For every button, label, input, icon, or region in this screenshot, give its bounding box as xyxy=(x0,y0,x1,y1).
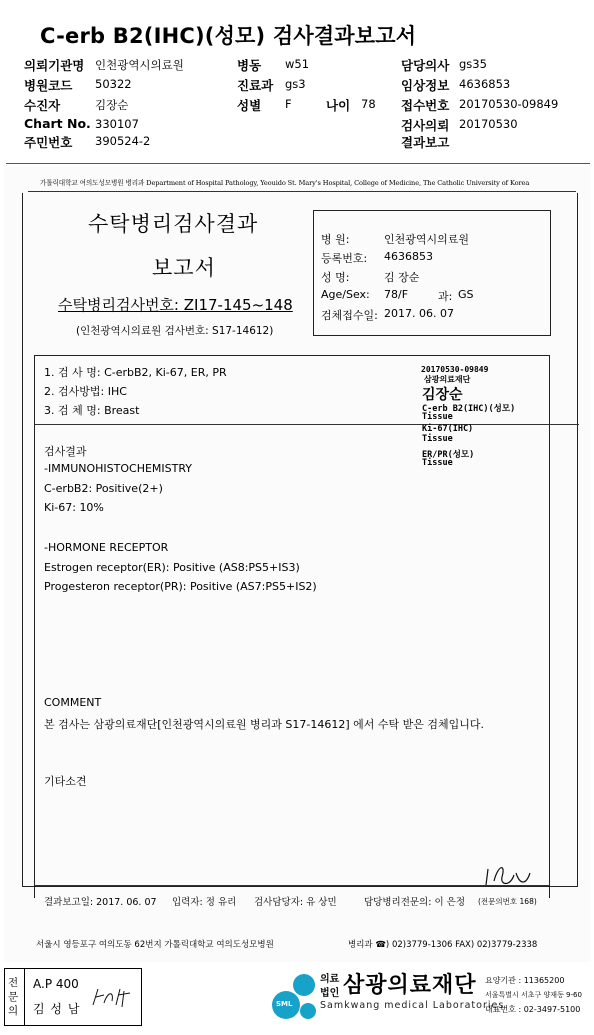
result-cerb: C-erbB2: Positive(2+) xyxy=(44,482,163,495)
sticker-line-2: Tissue xyxy=(422,412,453,422)
info-dept-label: 과: xyxy=(438,290,453,303)
report-date: 결과보고일: 2017. 06. 07 xyxy=(44,897,157,908)
scan-frame-right xyxy=(577,193,578,887)
info-regno-value: 4636853 xyxy=(384,250,433,263)
stamp-doctor: 김 성 남 xyxy=(33,1002,81,1016)
license-number: (전문의번호 168) xyxy=(478,897,537,906)
info-received-value: 2017. 06. 07 xyxy=(384,307,454,320)
exam-number: (인천광역시의료원 검사번호: S17-14612) xyxy=(76,325,274,337)
value-patient: 김장순 xyxy=(95,98,129,112)
logo-badge: SML xyxy=(276,1000,293,1008)
info-received-label: 검체접수일: xyxy=(321,309,378,322)
value-institution: 인천광역시의료원 xyxy=(95,58,184,72)
stamp-ap: A.P 400 xyxy=(33,977,79,991)
label-sex: 성별 xyxy=(237,98,262,113)
label-resident-no: 주민번호 xyxy=(24,135,73,150)
label-clinical-info: 임상정보 xyxy=(401,78,450,93)
comment-text: 본 검사는 삼광의료재단[인천광역시의료원 병리과 S17-14612] 에서 수탁 받은 검체입니다. xyxy=(44,718,485,731)
hospital-address: 서울시 영등포구 여의도동 62번지 가톨릭대학교 여의도성모병원 xyxy=(36,940,274,950)
sticker-line-4: Tissue xyxy=(422,434,453,444)
label-ward: 병동 xyxy=(237,58,262,73)
value-request: 20170530 xyxy=(459,117,518,131)
exam-divider xyxy=(35,424,579,425)
sticker-id: 20170530-09849 xyxy=(421,365,492,374)
sticker-name: 김장순 xyxy=(422,387,463,403)
exam-item-1: 1. 검 사 명: C-erbB2, Ki-67, ER, PR xyxy=(44,366,227,379)
value-clinical-info: 4636853 xyxy=(459,77,511,91)
value-doctor: gs35 xyxy=(459,57,487,71)
value-ward: w51 xyxy=(285,57,310,71)
signoff-rule xyxy=(35,885,549,886)
label-result-report: 결과보고 xyxy=(401,135,450,150)
label-doctor: 담당의사 xyxy=(401,58,450,73)
scan-top-rule xyxy=(28,191,576,192)
label-receipt-no: 접수번호 xyxy=(401,98,450,113)
label-patient: 수진자 xyxy=(24,98,61,113)
label-chart-no: Chart No. xyxy=(24,116,91,131)
pathology-phone: 병리과 ☎) 02)3779-1306 FAX) 02)3779-2338 xyxy=(348,940,538,950)
report-title-line2: 보고서 xyxy=(152,256,216,280)
sticker-line-1: C-erb B2(IHC)(성모) xyxy=(422,404,516,414)
sticker-line-3: Ki-67(IHC) xyxy=(422,424,474,434)
org-name-en: Samkwang medical Laboratories xyxy=(320,1000,505,1011)
footer-reg-no: 요양기관 : 11365200 xyxy=(485,976,565,985)
value-resident-no: 390524-2 xyxy=(95,134,151,148)
stamp-label: 전문의 xyxy=(8,977,19,1017)
report-title-line1: 수탁병리검사결과 xyxy=(88,212,259,236)
value-hospital-code: 50322 xyxy=(95,77,132,91)
result-box xyxy=(34,355,550,898)
result-pr: Progesteron receptor(PR): Positive (AS7:PS5+IS2) xyxy=(44,580,317,593)
label-hospital-code: 병원코드 xyxy=(24,78,73,93)
sticker-line-5: ER/PR(성모) xyxy=(422,450,475,460)
info-age-value: 78/F xyxy=(384,288,409,301)
info-name-value: 김 장순 xyxy=(384,271,420,284)
org-name: 삼광의료재단 xyxy=(343,973,477,998)
footer-address: 서울특별시 서초구 양재동 9-60 xyxy=(485,991,582,999)
entered-by: 입력자: 정 유리 xyxy=(172,897,237,908)
result-er: Estrogen receptor(ER): Positive (AS8:PS5+IS3) xyxy=(44,561,300,574)
info-dept-value: GS xyxy=(458,288,474,301)
pathologist: 담당병리전문의: 이 은정 xyxy=(364,897,466,908)
label-department: 진료과 xyxy=(237,78,274,93)
value-receipt-no: 20170530-09849 xyxy=(459,97,559,111)
value-chart-no: 330107 xyxy=(95,117,139,131)
info-regno-label: 등록번호: xyxy=(321,252,368,265)
scan-frame-left xyxy=(22,193,23,887)
exam-item-3: 3. 검 체 명: Breast xyxy=(44,404,140,417)
other-findings: 기타소견 xyxy=(44,775,87,788)
result-ki67: Ki-67: 10% xyxy=(44,501,104,514)
label-age: 나이 xyxy=(326,98,351,113)
page-title: C-erb B2(IHC)(성모) 검사결과보고서 xyxy=(40,24,417,48)
sticker-line-6: Tissue xyxy=(422,458,453,468)
label-request: 검사의뢰 xyxy=(401,118,450,133)
stamp-divider xyxy=(24,968,25,1026)
comment-header: COMMENT xyxy=(44,696,102,709)
sticker-org: 삼광의료재단 xyxy=(424,375,471,384)
label-institution: 의뢰기관명 xyxy=(24,58,85,73)
value-age: 78 xyxy=(361,97,376,111)
pathologist-signature xyxy=(480,855,550,895)
corp-label-1: 의료 xyxy=(320,974,340,985)
samkwang-logo-icon xyxy=(264,971,322,1025)
results-header: 검사결과 xyxy=(44,445,87,458)
scan-top-header: 가톨릭대학교 여의도성모병원 병리과 Department of Hospital Pathology, Yeouido St. Mary's Hospital, College of Medicine, The Catholic University of Korea xyxy=(40,179,530,187)
hormone-header: -HORMONE RECEPTOR xyxy=(44,541,169,554)
ihc-header: -IMMUNOHISTOCHEMISTRY xyxy=(44,462,193,475)
consignment-number: 수탁병리검사번호: ZI17-145~148 xyxy=(58,296,293,314)
value-department: gs3 xyxy=(285,77,306,91)
footer-phone: 대표번호 : 02-3497-5100 xyxy=(485,1005,581,1014)
exam-item-2: 2. 검사방법: IHC xyxy=(44,385,127,398)
header-divider xyxy=(6,163,590,164)
doctor-signature xyxy=(90,985,135,1013)
info-hospital-value: 인천광역시의료원 xyxy=(384,233,470,246)
corp-label-2: 법인 xyxy=(320,988,340,999)
tested-by: 검사담당자: 유 상민 xyxy=(254,897,337,908)
info-name-label: 성 명: xyxy=(321,271,350,284)
info-age-label: Age/Sex: xyxy=(321,288,370,301)
info-hospital-label: 병 원: xyxy=(321,233,350,246)
value-sex: F xyxy=(285,97,292,111)
